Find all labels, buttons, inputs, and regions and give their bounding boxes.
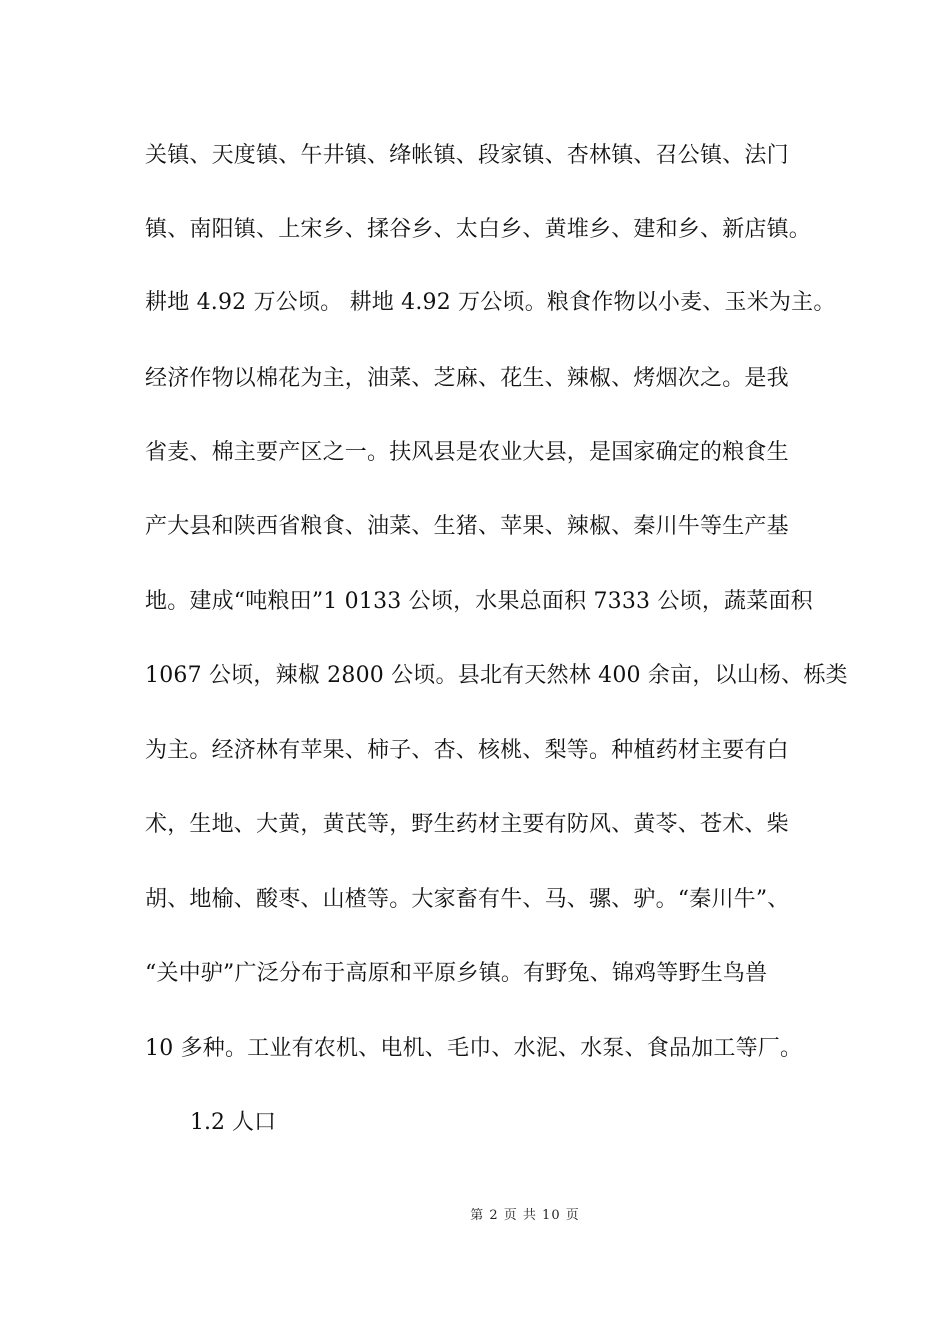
body-line-1: 关镇、天度镇、午井镇、绛帐镇、段家镇、杏林镇、召公镇、法门 xyxy=(145,143,789,168)
body-line-6: 产大县和陕西省粮食、油菜、生猪、苹果、辣椒、秦川牛等生产基 xyxy=(145,514,789,539)
body-line-3: 耕地 4.92 万公顷。 耕地 4.92 万公顷。粮食作物以小麦、玉米为主。 xyxy=(145,290,836,315)
body-line-12: “关中驴”广泛分布于高原和平原乡镇。有野兔、锦鸡等野生鸟兽 xyxy=(145,961,768,986)
body-line-2: 镇、南阳镇、上宋乡、揉谷乡、太白乡、黄堆乡、建和乡、新店镇。 xyxy=(145,217,812,242)
section-heading: 1.2 人口 xyxy=(190,1110,276,1135)
body-line-13: 10 多种。工业有农机、电机、毛巾、水泥、水泵、食品加工等厂。 xyxy=(145,1036,803,1061)
page-footer: 第 2 页 共 10 页 xyxy=(470,1208,580,1223)
body-line-9: 为主。经济林有苹果、柿子、杏、核桃、梨等。种植药材主要有白 xyxy=(145,738,789,763)
body-line-5: 省麦、棉主要产区之一。扶风县是农业大县，是国家确定的粮食生 xyxy=(145,440,789,465)
body-line-4: 经济作物以棉花为主，油菜、芝麻、花生、辣椒、烤烟次之。是我 xyxy=(145,366,789,391)
body-line-8: 1067 公顷，辣椒 2800 公顷。县北有天然林 400 余亩，以山杨、栎类 xyxy=(145,663,848,688)
body-line-11: 胡、地榆、酸枣、山楂等。大家畜有牛、马、骡、驴。“秦川牛”、 xyxy=(145,887,790,912)
body-line-10: 术，生地、大黄，黄芪等，野生药材主要有防风、黄苓、苍术、柴 xyxy=(145,812,789,837)
body-line-7: 地。建成“吨粮田”1 0133 公顷，水果总面积 7333 公顷，蔬菜面积 xyxy=(145,589,813,614)
